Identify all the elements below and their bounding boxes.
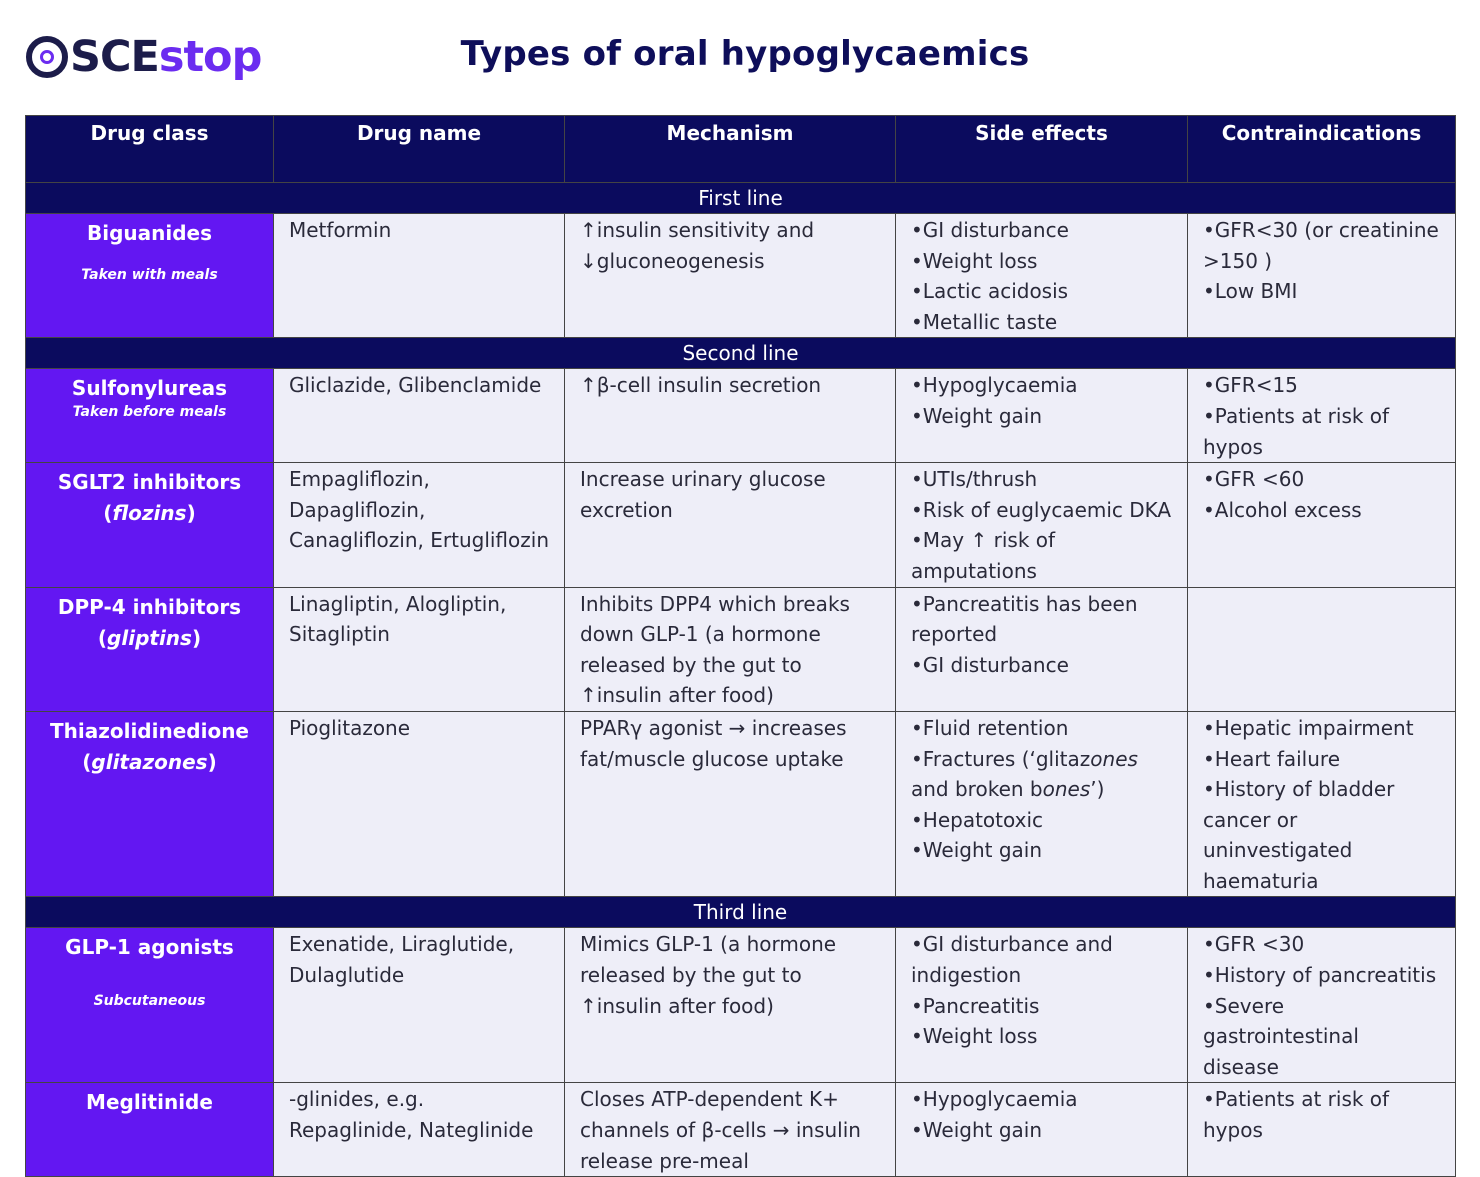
fractures-text: ’) [1090, 777, 1105, 802]
mechanism-cell: ↑β-cell insulin secretion [565, 369, 896, 463]
drug-class-label: DPP-4 inhibitors [57, 594, 242, 619]
side-effect-item: •Lactic acidosis [911, 279, 1069, 304]
header-drug-name: Drug name [274, 116, 565, 183]
mechanism-cell: Mimics GLP-1 (a hormone released by the gut to ↑insulin after food) [565, 928, 896, 1083]
side-effects-cell [896, 587, 1188, 711]
drug-name-cell: Metformin [274, 214, 565, 338]
side-effect-item: •Risk of euglycaemic DKA [911, 497, 1172, 522]
header-mechanism: Mechanism [565, 116, 896, 183]
side-effects-cell [896, 928, 1188, 1083]
logo-text-stop: stop [158, 31, 262, 82]
drug-name-cell: -glinides, e.g. Repaglinide, Nateglinide [274, 1083, 565, 1177]
contraindication-item: •Alcohol excess [1203, 497, 1362, 522]
mechanism-cell: PPARγ agonist → increases fat/muscle glucose uptake [565, 711, 896, 897]
side-effect-item: •Weight gain [911, 1118, 1043, 1143]
drug-class-note: Taken with meals [81, 267, 218, 283]
mechanism-cell [565, 214, 896, 338]
contraindications-cell [1188, 369, 1456, 463]
section-first-line: First line [26, 183, 1456, 214]
side-effects-cell [896, 711, 1188, 897]
mechanism-line: ↑insulin sensitivity and [580, 218, 815, 242]
table-row [26, 711, 1456, 897]
section-row [26, 183, 1456, 214]
contraindications-cell [1188, 711, 1456, 897]
fractures-text: and broken b [911, 777, 1043, 802]
drug-name-cell: Pioglitazone [274, 711, 565, 897]
fractures-italic: ones [1042, 777, 1091, 802]
drug-name-cell: Exenatide, Liraglutide, Dulaglutide [274, 928, 565, 1083]
table-row [26, 928, 1456, 1083]
logo-text-sce: SCE [70, 31, 159, 82]
drug-class-note: Subcutaneous [93, 993, 206, 1010]
side-effect-item-fractures [911, 744, 1173, 805]
section-row [26, 897, 1456, 928]
side-effect-item: •May ↑ risk of amputations [911, 528, 1056, 583]
contraindication-item: •GFR<15 [1203, 373, 1298, 398]
side-effects-cell [896, 463, 1188, 587]
contraindications-cell [1188, 214, 1456, 338]
fractures-italic: ones [1090, 746, 1138, 771]
table-row [26, 463, 1456, 587]
header-contraindications: Contraindications [1188, 116, 1456, 183]
contraindication-item: •GFR <60 [1203, 467, 1305, 492]
drug-class-cell [26, 463, 274, 587]
drug-class-cell [26, 711, 274, 897]
section-third-line: Third line [26, 897, 1456, 928]
header-row [26, 116, 1456, 183]
drug-class-suffix-text: flozins [112, 501, 187, 526]
section-row [26, 338, 1456, 369]
side-effect-item: •Pancreatitis has been reported [911, 591, 1138, 647]
mechanism-cell: Closes ATP-dependent K+ channels of β-cells → insulin release pre-meal [565, 1083, 896, 1177]
contraindication-item: •Low BMI [1203, 279, 1298, 304]
drug-class-label: Meglitinide [86, 1090, 213, 1115]
side-effect-item: •Metallic taste [911, 309, 1058, 334]
side-effect-item: •GI disturbance [911, 652, 1069, 677]
drug-class-label: GLP-1 agonists [65, 935, 234, 960]
table-row [26, 587, 1456, 711]
section-second-line: Second line [26, 338, 1456, 369]
contraindication-item: •Severe gastrointestinal disease [1203, 993, 1359, 1079]
contraindication-item: •History of bladder cancer or uninvestigated haematuria [1203, 777, 1395, 893]
header-side-effects: Side effects [896, 116, 1188, 183]
drug-class-label: Sulfonylureas [71, 376, 228, 401]
drug-class-suffix-text: glitazones [91, 749, 208, 774]
drug-class-cell [26, 214, 274, 338]
contraindications-cell [1188, 587, 1456, 711]
side-effect-item: •Hypoglycaemia [911, 373, 1078, 398]
contraindication-item: •Hepatic impairment [1203, 715, 1414, 740]
drug-class-suffix: (flozins) [103, 501, 196, 526]
page-title: Types of oral hypoglycaemics [460, 34, 1030, 74]
contraindications-cell [1188, 928, 1456, 1083]
side-effect-item: •Pancreatitis [911, 993, 1040, 1018]
drug-name-cell: Gliclazide, Glibenclamide [274, 369, 565, 463]
side-effect-item: •Weight gain [911, 403, 1043, 428]
header-drug-class: Drug class [26, 116, 274, 183]
contraindication-item: •GFR <30 [1203, 932, 1305, 957]
side-effect-item: •Hypoglycaemia [911, 1087, 1078, 1112]
side-effect-item: •Weight loss [911, 1024, 1038, 1049]
drug-class-cell [26, 587, 274, 711]
drug-class-cell [26, 1083, 274, 1177]
side-effects-cell [896, 369, 1188, 463]
side-effects-cell [896, 214, 1188, 338]
drug-name-cell: Empagliflozin, Dapagliflozin, Canagliflozin, Ertugliflozin [274, 463, 565, 587]
side-effect-item: •Weight gain [911, 838, 1043, 863]
drug-class-label: Biguanides [86, 221, 213, 245]
drug-class-suffix: (glitazones) [82, 749, 217, 774]
contraindications-cell [1188, 1083, 1456, 1177]
drug-class-cell [26, 369, 274, 463]
side-effect-item: •Fluid retention [911, 715, 1069, 740]
side-effects-cell [896, 1083, 1188, 1177]
drug-class-label: Thiazolidinedione [49, 718, 249, 743]
contraindication-item: •Heart failure [1203, 746, 1340, 771]
mechanism-cell: Increase urinary glucose excretion [565, 463, 896, 587]
mechanism-line: ↓gluconeogenesis [580, 248, 765, 273]
drug-class-suffix: (gliptins) [97, 625, 202, 650]
fractures-text: •Fractures (‘glitaz [911, 746, 1091, 771]
side-effect-item: •GI disturbance and indigestion [911, 932, 1113, 988]
side-effect-item: •UTIs/thrush [911, 467, 1038, 492]
side-effect-item: •Weight loss [911, 248, 1038, 273]
drug-class-cell [26, 928, 274, 1083]
contraindications-cell [1188, 463, 1456, 587]
mechanism-cell: Inhibits DPP4 which breaks down GLP-1 (a hormone released by the gut to ↑insulin after food) [565, 587, 896, 711]
table-row [26, 214, 1456, 338]
drug-class-suffix-text: gliptins [107, 625, 192, 650]
drug-class-label: SGLT2 inhibitors [57, 470, 242, 495]
contraindication-item: •Patients at risk of hypos [1203, 1087, 1390, 1143]
side-effect-item: •Hepatotoxic [911, 807, 1044, 832]
contraindication-item: •GFR<30 (or creatinine >150 ) [1203, 218, 1439, 273]
hypoglycaemics-table [25, 115, 1456, 1177]
contraindication-item: •History of pancreatitis [1203, 963, 1437, 988]
table-row [26, 1083, 1456, 1177]
side-effect-item: •GI disturbance [911, 218, 1069, 242]
table-row [26, 369, 1456, 463]
drug-name-cell: Linagliptin, Alogliptin, Sitagliptin [274, 587, 565, 711]
drug-class-note: Taken before meals [72, 404, 227, 421]
contraindication-item: •Patients at risk of hypos [1203, 403, 1390, 459]
